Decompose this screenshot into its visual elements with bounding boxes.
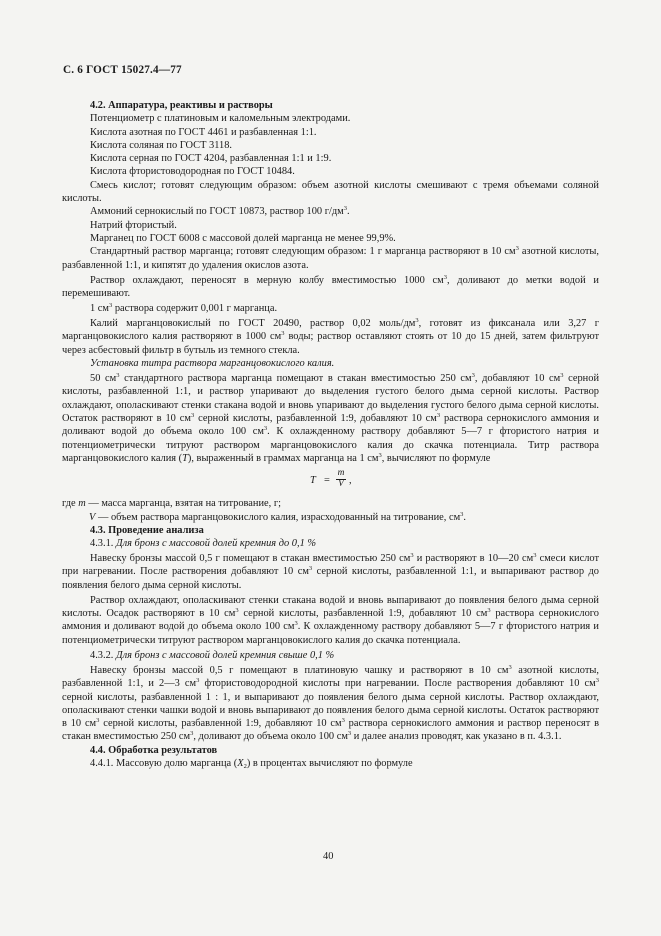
- paragraph: Навеску бронзы массой 0,5 г помещают в стакан вместимостью 250 $см^3$ и растворяют в 10—20 $см^3$ смеси кислот при нагревании. После растворения добавляют 10 $см^3$ серной кислоты, разбавленной 1:1, и выпаривают раствор до появления белого дыма серной кислоты.: [62, 552, 599, 591]
- titre-subtitle: Установка титра раствора марганцовокислого калия.: [90, 358, 335, 370]
- paragraph: Аммоний сернокислый по ГОСТ 10873, раствор 100 $г/дм^3$.: [90, 205, 350, 218]
- formula-fraction: [336, 469, 346, 489]
- paragraph: Раствор охлаждают, переносят в мерную колбу вместимостью 1000 $см^3$, доливают до метки водой и перемешивают.: [62, 273, 599, 299]
- paragraph: 50 $см^3$ стандартного раствора марганца помещают в стакан вместимостью 250 $см^3$, добавляют 10 $см^3$ серной кислоты, разбавленной 1:1, и раствор упаривают до выделения густого белого дыма серной кислоты. Раствор охлаждают, ополаскивают стенки стакана водой и вновь упаривают до выделения густого белого дыма серной кислоты. Остаток растворяют в 10 $см^3$ серной кислоты, разбавленной 1:9, добавляют 10 $см^3$ раствора сернокислого аммония и доливают водой до объема около 100 $см^3$. К охлажденному раствору добавляют 5—7 г фтористого натрия и потенциометрически титруют раствором марганцовокислого калия до скачка потенциала. Титр раствора марганцовокислого калия (T), выраженный в граммах марганца на 1 $см^3$, вычисляют по формуле: [62, 372, 600, 464]
- paragraph: Калий марганцовокислый по ГОСТ 20490, раствор 0,02 моль/$дм^3$, готовят из фиксанала или 3,27 г марганцовокислого калия растворяют в 1000 $см^3$ воды; раствор оставляют стоять от 10 до 15 дней, затем фильтруют через асбестовый фильтр в бутыль из темного стекла.: [62, 317, 599, 356]
- formula-legend-v: V — объем раствора марганцовокислого калия, израсходованный на титрование, $см^3$.: [89, 510, 467, 523]
- subsection-4-3-1: 4.3.1. Для бронз с массовой долей кремния до 0,1 %: [90, 538, 317, 550]
- formula-lhs: T: [310, 475, 316, 487]
- formula-equals: =: [324, 475, 330, 487]
- paragraph: Марганец по ГОСТ 6008 с массовой долей марганца не менее 99,9%.: [90, 232, 396, 244]
- paragraph: Навеску бронзы массой 0,5 г помещают в платиновую чашку и растворяют в 10 $см^3$ азотной кислоты, разбавленной 1:1, и 2—3 $см^3$ фтористоводородной кислоты при нагревании. После растворения добавляют 10 $см^3$ серной кислоты, разбавленной 1 : 1, и выпаривают до появления белого дыма серной кислоты. Раствор охлаждают, ополаскивают стенки чашки водой и вновь выпаривают до появления белого дыма серной кислоты. Остаток растворяют в 10 $см^3$ серной кислоты, разбавленной 1:9, добавляют 10 $см^3$ раствора сернокислого аммония и раствор переносят в стакан вместимостью 250 $см^3$, доливают до объема около 100 $см^3$ и далее анализ проводят, как указано в п. 4.3.1.: [62, 663, 599, 743]
- titre-formula: [62, 469, 599, 491]
- page-header: С. 6 ГОСТ 15027.4—77: [63, 64, 182, 76]
- paragraph: Смесь кислот; готовят следующим образом: объем азотной кислоты смешивают с тремя объемами соляной кислоты.: [62, 179, 599, 205]
- paragraph: Натрий фтористый.: [90, 219, 177, 231]
- document-body: [62, 99, 599, 770]
- paragraph: Кислота азотная по ГОСТ 4461 и разбавленная 1:1.: [90, 126, 317, 138]
- paragraph: 4.4.1. Массовую долю марганца $(X_2)$ в процентах вычисляют по формуле: [90, 758, 413, 771]
- paragraph: Раствор охлаждают, ополаскивают стенки стакана водой и вновь выпаривают до появления белого дыма серной кислоты. Осадок растворяют в 10 $см^3$ серной кислоты, разбавленной 1:9, добавляют 10 $см^3$ раствора сернокислого аммония и доливают водой до объема около 100 $см^3$. К охлажденному раствору добавляют 5—7 г фтористого натрия и потенциометрически титруют раствором марганцовокислого калия до скачка потенциала.: [62, 594, 599, 646]
- paragraph: Кислота соляная по ГОСТ 3118.: [90, 139, 233, 151]
- formula-legend-m: где m — масса марганца, взятая на титрование, г;: [62, 498, 281, 510]
- paragraph: 1 $см^3$ раствора содержит 0,001 г марганца.: [90, 302, 278, 315]
- paragraph: Стандартный раствор марганца; готовят следующим образом: 1 г марганца растворяют в 10 $см^3$ азотной кислоты, разбавленной 1:1, и кипятят до удаления окислов азота.: [62, 245, 599, 271]
- paragraph: Потенциометр с платиновым и каломельным электродами.: [90, 113, 351, 125]
- section-4-4-title: 4.4. Обработка результатов: [90, 744, 218, 756]
- formula-comma: ,: [349, 475, 352, 487]
- section-4-2-title: 4.2. Аппаратура, реактивы и растворы: [90, 100, 273, 111]
- paragraph: Кислота серная по ГОСТ 4204, разбавленная 1:1 и 1:9.: [90, 153, 332, 165]
- page-number: 40: [323, 851, 334, 862]
- formula-denominator: V: [338, 478, 344, 489]
- formula-numerator: m: [337, 468, 345, 479]
- subsection-4-3-2: 4.3.2. Для бронз с массовой долей кремния свыше 0,1 %: [90, 649, 335, 661]
- paragraph: Кислота фтористоводородная по ГОСТ 10484.: [90, 166, 295, 178]
- section-4-3-title: 4.3. Проведение анализа: [90, 524, 204, 536]
